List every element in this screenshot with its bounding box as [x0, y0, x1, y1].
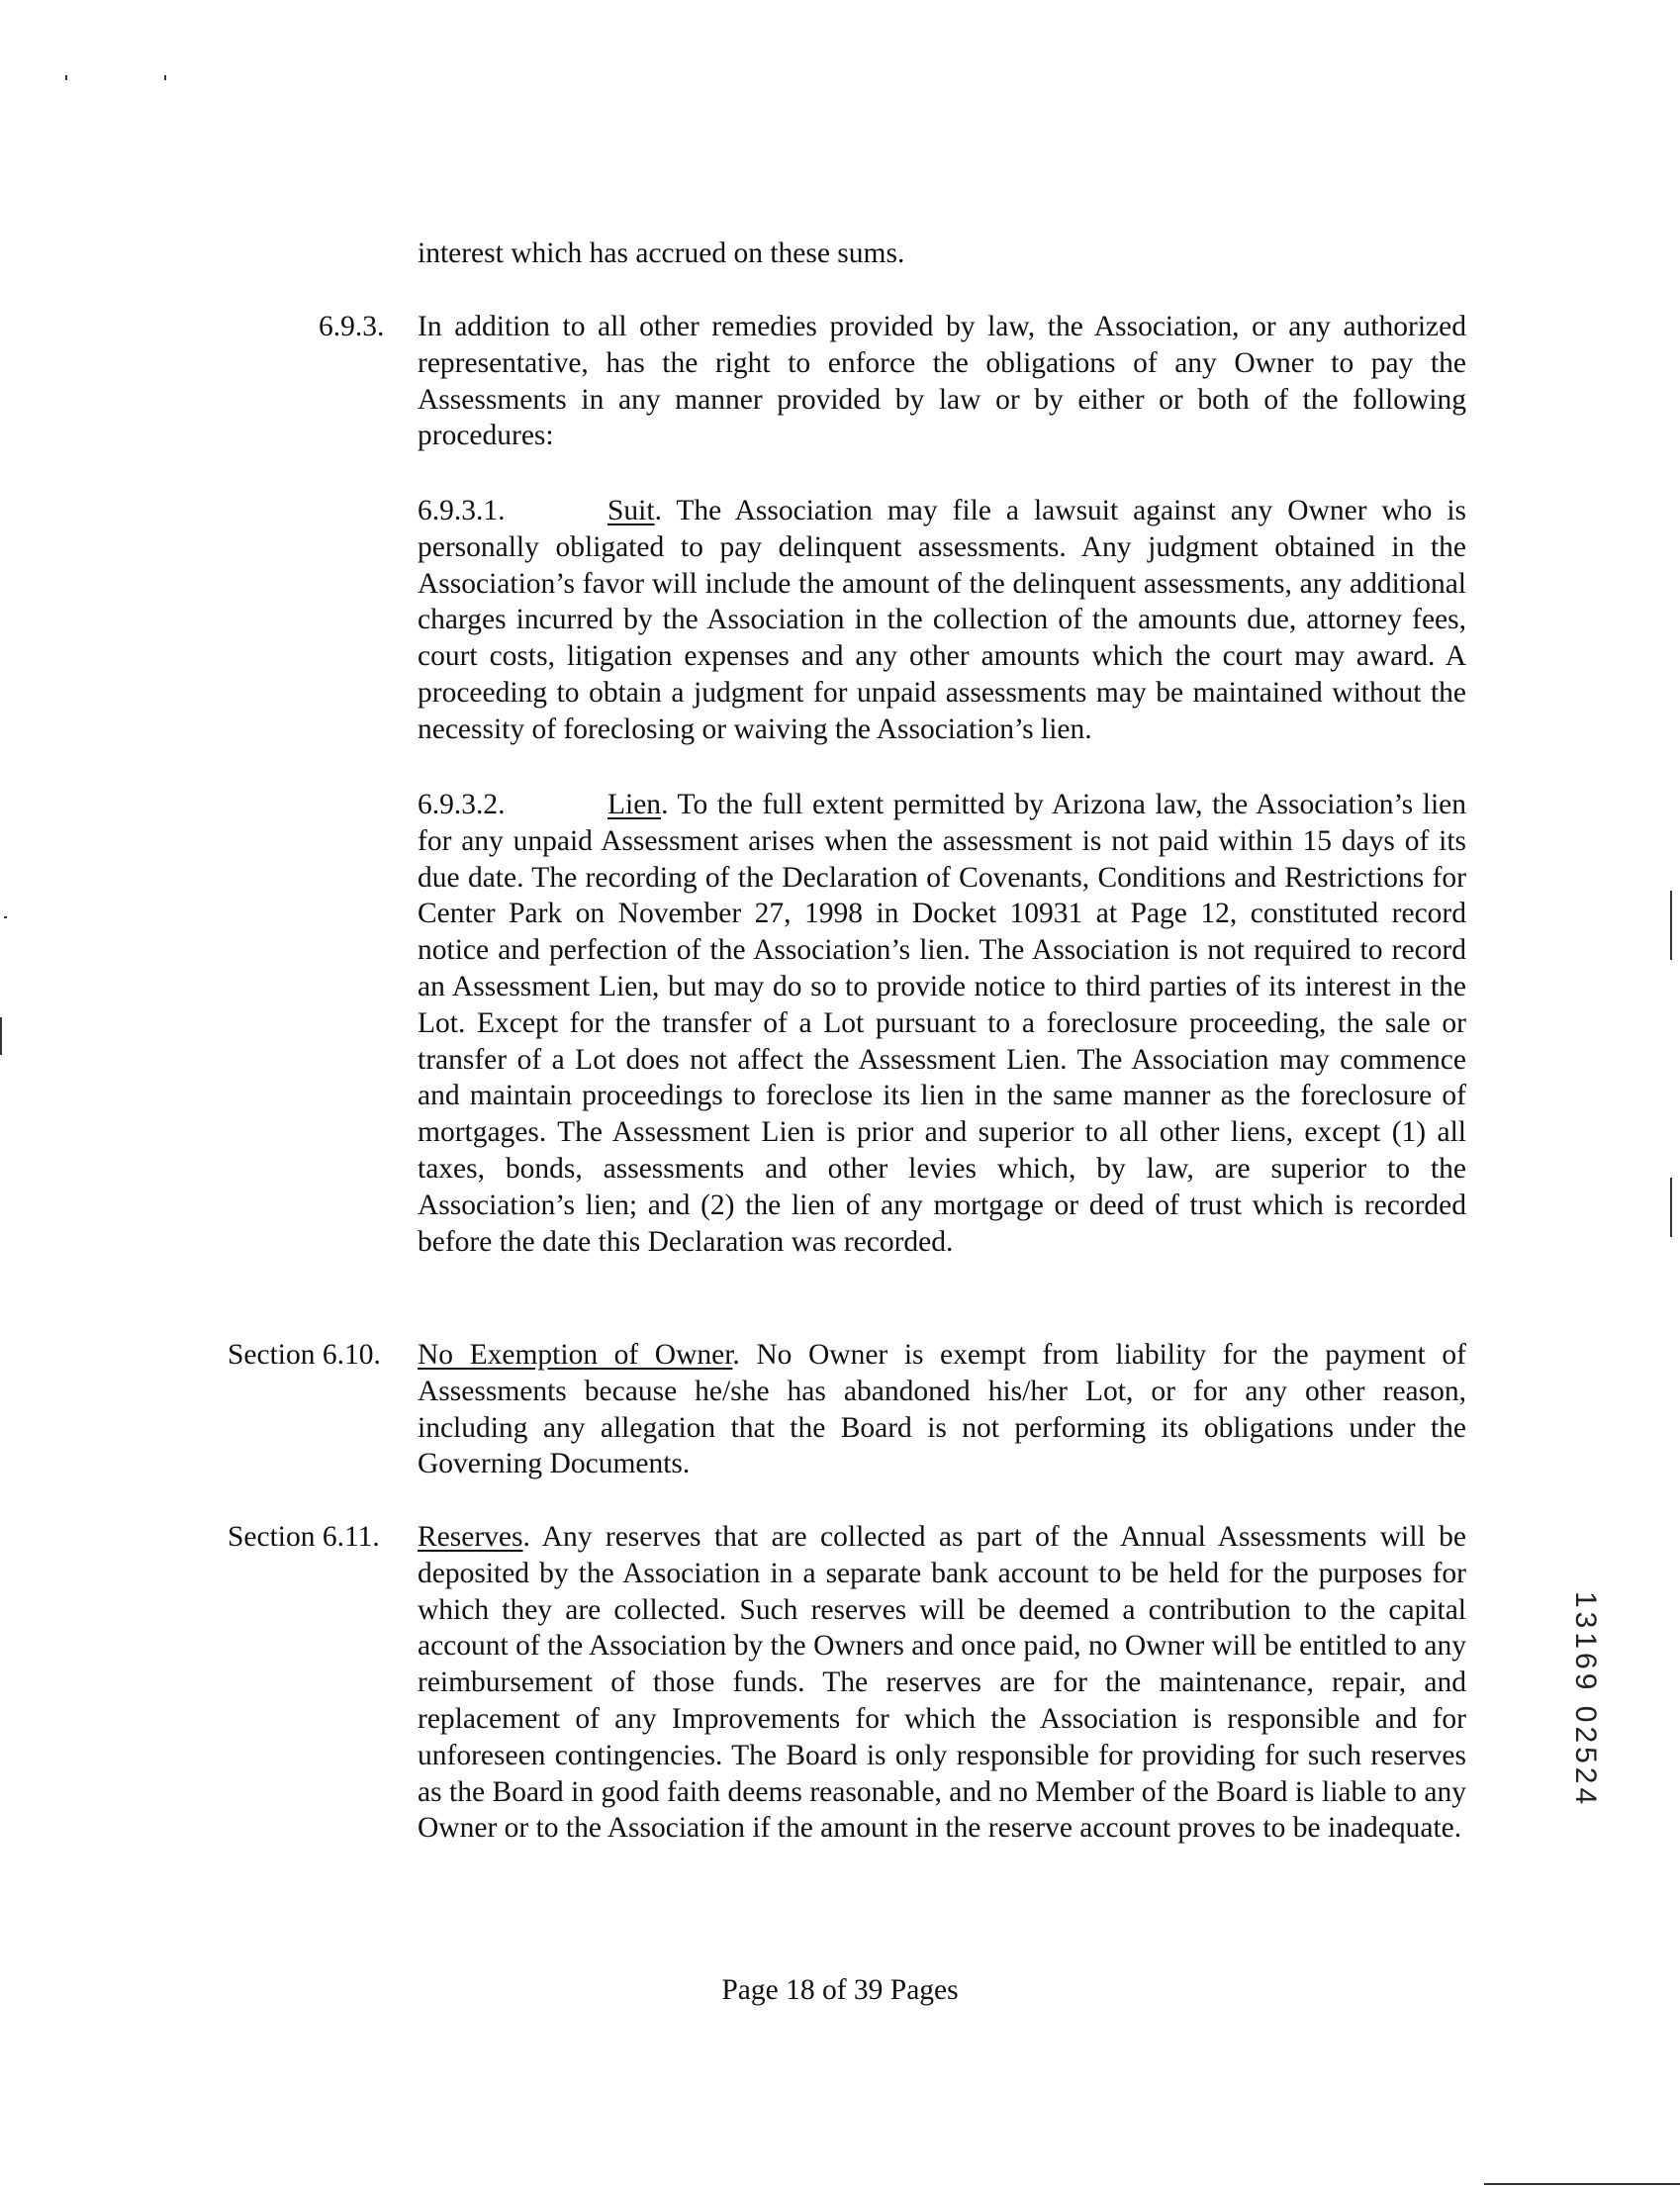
section-6-9-3-2	[418, 787, 1466, 1260]
scan-speck	[164, 75, 166, 80]
continued-text: interest which has accrued on these sums.	[418, 238, 905, 269]
section-6-9-3-text: In addition to all other remedies provided by law, the Association, or any authorized representative, has the right to enforce the obligations of any Owner to pay the Assessments in any manner provided by law or by either or both of the following procedures:	[418, 311, 1466, 452]
section-6-11-text: . Any reserves that are collected as part of the Annual Assessments will be deposited by the Association in a separate bank account to be held for the purposes for which they are collected. Such reserves will be deemed a contribution to the capital account of the Association by the Owners and once paid, no Owner will be entitled to any reimbursement of those funds. The reserves are for the maintenance, repair, and replacement of any Improvements for which the Association is responsible and for unforeseen contingencies. The Board is only responsible for providing for such reserves as the Board in good faith deems reasonable, and no Member of the Board is liable to any Owner or to the Association if the amount in the reserve account proves to be inadequate.	[418, 1521, 1466, 1845]
page-footer: Page 18 of 39 Pages	[721, 1974, 959, 2006]
section-6-9-3-2-heading: Lien	[607, 789, 662, 820]
section-6-9-3-1-text: . The Association may file a lawsuit against any Owner who is personally obligated to pay delinquent assessments. Any judgment obtained in the Association’s favor will include the amount of the delinquent assessments, any additional charges incurred by the Association in the collection of the amounts due, attorney fees, court costs, litigation expenses and any other amounts which the court may award. A proceeding to obtain a judgment for unpaid assessments may be maintained without the necessity of foreclosing or waiving the Association’s lien.	[418, 495, 1466, 745]
section-6-9-3-1	[418, 493, 1466, 748]
section-6-10-number: Section 6.10.	[228, 1339, 381, 1371]
scan-speck	[65, 75, 67, 80]
recording-stamp: 13169 02524	[1569, 1591, 1602, 1809]
section-6-10-text: . No Owner is exempt from liability for the payment of Assessments because he/she has abandoned his/her Lot, or for any other reason, including any allegation that the Board is not performing its obligations under the Governing Documents.	[418, 1339, 1466, 1480]
section-6-10	[418, 1337, 1466, 1482]
scan-speck	[1484, 2183, 1680, 2185]
scan-speck	[4, 916, 7, 918]
section-6-9-3-1-number: 6.9.3.1.	[418, 495, 506, 526]
scan-speck	[1670, 891, 1672, 960]
section-6-9-3-number: 6.9.3.	[319, 311, 385, 342]
section-6-9-3-2-number: 6.9.3.2.	[418, 789, 506, 820]
section-6-9-3-1-heading: Suit	[607, 495, 655, 526]
section-6-10-heading: No Exemption of Owner	[418, 1339, 733, 1371]
scan-speck	[1670, 1178, 1672, 1237]
section-6-11	[418, 1519, 1466, 1847]
section-6-9-3-2-text: . To the full extent permitted by Arizona law, the Association’s lien for any unpaid Assessment arises when the assessment is not paid within 15 days of its due date. The recording of the Declaration of Covenants, Conditions and Restrictions for Center Park on November 27, 1998 in Docket 10931 at Page 12, constituted record notice and perfection of the Association’s lien. The Association is not required to record an Assessment Lien, but may do so to provide notice to third parties of its interest in the Lot. Except for the transfer of a Lot pursuant to a foreclosure proceeding, the sale or transfer of a Lot does not affect the Assessment Lien. The Association may commence and maintain proceedings to foreclose its lien in the same manner as the foreclosure of mortgages. The Assessment Lien is prior and superior to all other liens, except (1) all taxes, bonds, assessments and other levies which, by law, are superior to the Association’s lien; and (2) the lien of any mortgage or deed of trust which is recorded before the date this Declaration was recorded.	[418, 789, 1466, 1258]
section-6-11-heading: Reserves	[418, 1521, 523, 1553]
section-6-11-number: Section 6.11.	[228, 1521, 380, 1553]
scan-speck	[0, 1017, 2, 1055]
